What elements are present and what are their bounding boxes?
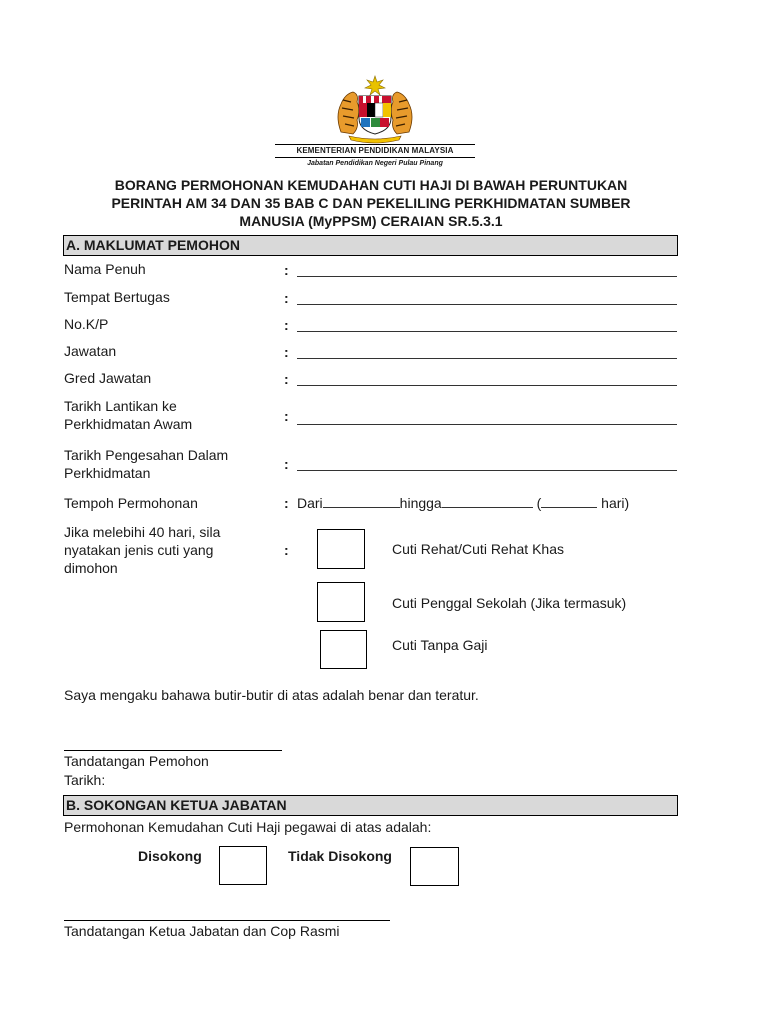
- tidak-disokong-label: Tidak Disokong: [288, 848, 392, 864]
- ministry-name: KEMENTERIAN PENDIDIKAN MALAYSIA: [296, 146, 454, 155]
- coat-of-arms-logo: [327, 72, 423, 144]
- section-a-heading: A. MAKLUMAT PEMOHON: [63, 235, 678, 256]
- tempoh-permohonan-row: [297, 494, 629, 512]
- option-cuti-tanpa-gaji: Cuti Tanpa Gaji: [392, 637, 488, 653]
- label-line: Perkhidmatan: [64, 465, 151, 481]
- label-gred-jawatan: Gred Jawatan: [64, 370, 152, 386]
- date-label: Tarikh:: [64, 772, 106, 788]
- form-title-line: MANUSIA (MyPPSM) CERAIAN SR.5.3.1: [239, 213, 503, 229]
- colon: :: [284, 456, 289, 472]
- label-no-kp: No.K/P: [64, 316, 109, 332]
- declaration-text: Saya mengaku bahawa butir-butir di atas adalah benar dan teratur.: [64, 687, 479, 703]
- head-signature-line[interactable]: [64, 920, 390, 921]
- label-tempoh-permohonan: Tempoh Permohonan: [64, 495, 198, 511]
- dari-label: Dari: [297, 495, 323, 511]
- section-b-intro: Permohonan Kemudahan Cuti Haji pegawai di atas adalah:: [64, 819, 432, 835]
- colon: :: [284, 408, 289, 424]
- applicant-signature-line[interactable]: [64, 750, 282, 751]
- header-rule: [275, 157, 475, 158]
- header-rule: [275, 144, 475, 145]
- label-nama-penuh: Nama Penuh: [64, 261, 146, 277]
- label-line: Tarikh Pengesahan Dalam: [64, 447, 229, 463]
- label-line: Jika melebihi 40 hari, sila: [64, 524, 221, 540]
- hari-label: hari): [601, 495, 630, 511]
- colon: :: [284, 290, 289, 306]
- department-name: Jabatan Pendidikan Negeri Pulau Pinang: [307, 160, 443, 167]
- jawatan-field[interactable]: [297, 358, 677, 359]
- colon: :: [284, 344, 289, 360]
- checkbox-disokong[interactable]: [219, 846, 267, 885]
- colon: :: [284, 542, 289, 558]
- label-jawatan: Jawatan: [64, 343, 117, 359]
- form-title-line: BORANG PERMOHONAN KEMUDAHAN CUTI HAJI DI BAWAH PERUNTUKAN: [114, 177, 628, 193]
- no-kp-field[interactable]: [297, 331, 677, 332]
- checkbox-cuti-penggal[interactable]: [317, 582, 365, 622]
- label-tempat-bertugas: Tempat Bertugas: [64, 289, 170, 305]
- colon: :: [284, 317, 289, 333]
- form-title: [64, 176, 678, 230]
- gred-jawatan-field[interactable]: [297, 385, 677, 386]
- colon: :: [284, 371, 289, 387]
- tarikh-lantikan-field[interactable]: [297, 424, 677, 425]
- label-tarikh-lantikan: [64, 397, 192, 433]
- hingga-label: hingga: [399, 495, 442, 511]
- form-title-line: PERINTAH AM 34 DAN 35 BAB C DAN PEKELILING PERKHIDMATAN SUMBER: [111, 195, 631, 211]
- label-line: dimohon: [64, 560, 118, 576]
- colon: :: [284, 495, 289, 511]
- nama-penuh-field[interactable]: [297, 276, 677, 277]
- label-jenis-cuti: [64, 523, 220, 577]
- colon: :: [284, 262, 289, 278]
- label-line: nyatakan jenis cuti yang: [64, 542, 214, 558]
- label-line: Perkhidmatan Awam: [64, 416, 193, 432]
- checkbox-tidak-disokong[interactable]: [410, 847, 459, 886]
- hingga-field[interactable]: [442, 496, 533, 508]
- head-signature-label: Tandatangan Ketua Jabatan dan Cop Rasmi: [64, 923, 340, 939]
- dari-field[interactable]: [323, 496, 400, 508]
- label-tarikh-pengesahan: [64, 446, 228, 482]
- label-line: Tarikh Lantikan ke: [64, 398, 177, 414]
- applicant-signature-label: Tandatangan Pemohon: [64, 753, 209, 769]
- tempat-bertugas-field[interactable]: [297, 304, 677, 305]
- bilangan-hari-field[interactable]: [541, 496, 597, 508]
- disokong-label: Disokong: [138, 848, 202, 864]
- checkbox-cuti-rehat[interactable]: [317, 529, 365, 569]
- ministry-header: [275, 144, 475, 168]
- tarikh-pengesahan-field[interactable]: [297, 470, 677, 471]
- option-cuti-rehat: Cuti Rehat/Cuti Rehat Khas: [392, 541, 564, 557]
- open-paren: (: [536, 495, 542, 511]
- option-cuti-penggal: Cuti Penggal Sekolah (Jika termasuk): [392, 595, 627, 611]
- checkbox-cuti-tanpa-gaji[interactable]: [320, 630, 367, 669]
- section-b-heading: B. SOKONGAN KETUA JABATAN: [63, 795, 678, 816]
